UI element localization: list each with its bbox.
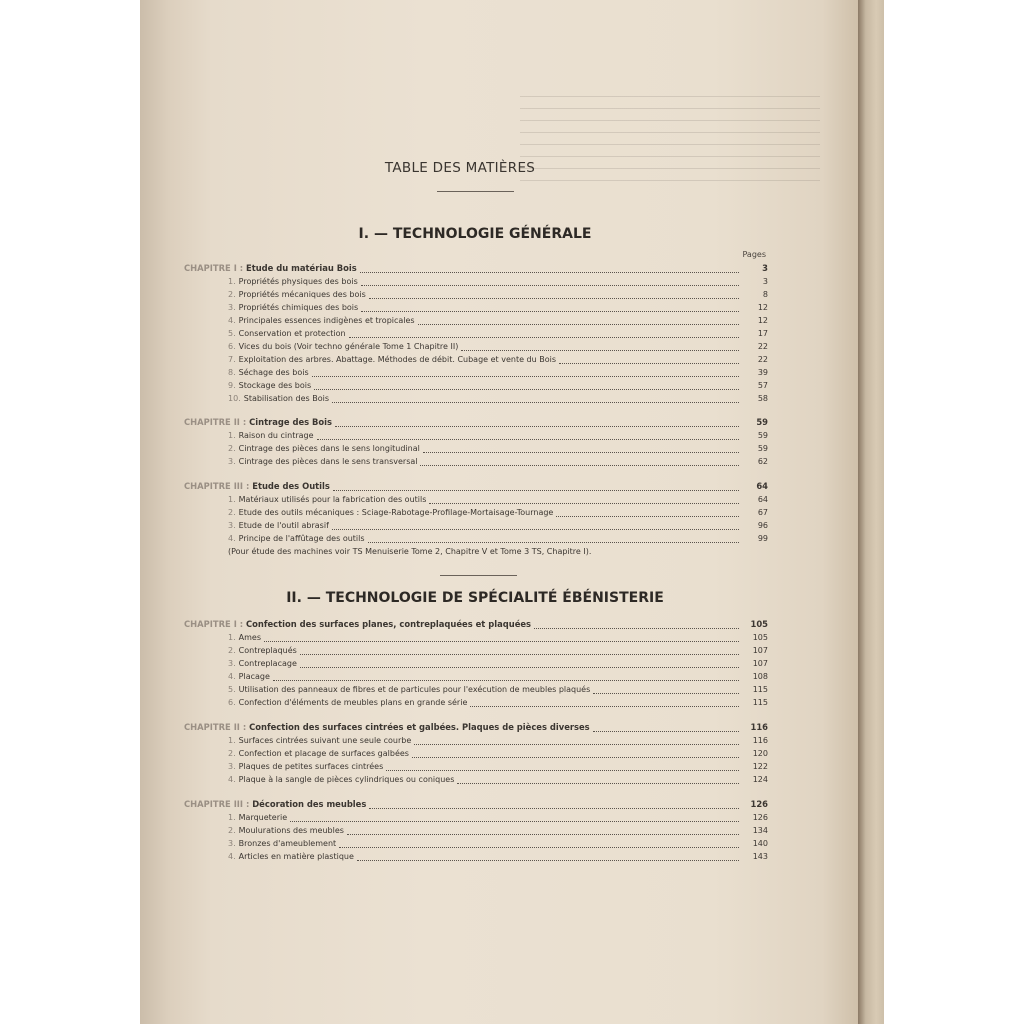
entry-number: 2. [228,646,236,655]
toc-entry [228,734,768,747]
page-number: 96 [757,521,768,530]
entry-number: 1. [228,495,236,504]
entry-label: Principe de l'affûtage des outils [238,534,365,543]
page-number: 115 [752,698,768,707]
entry-label: Conservation et protection [238,329,346,338]
chapter-block [184,480,768,558]
entry-number: 3. [228,659,236,668]
page-number: 39 [757,368,768,377]
page-number: 67 [757,508,768,517]
entry-label: Propriétés chimiques des bois [238,303,359,312]
page-number: 124 [752,775,768,784]
leader-dots [332,521,739,530]
page-number: 17 [757,329,768,338]
chapter-heading [184,721,768,734]
page-number: 108 [752,672,768,681]
entry-label: Séchage des bois [238,368,309,377]
toc-entry [228,824,768,837]
page-number: 99 [757,534,768,543]
leader-dots [332,394,739,403]
page-number: 140 [752,839,768,848]
entry-number: 2. [228,749,236,758]
chapter-prefix: CHAPITRE I : [184,619,244,629]
part-2-title: II. — TECHNOLOGIE DE SPÉCIALITÉ ÉBÉNISTERIE [286,590,664,606]
toc-entry [228,379,768,392]
entry-number: 4. [228,852,236,861]
entry-number: 1. [228,633,236,642]
chapter-title: Confection des surfaces planes, contreplaquées et plaquées [246,619,532,629]
leader-dots [361,277,739,286]
entry-number: 3. [228,521,236,530]
toc-entry [228,301,768,314]
entry-number: 5. [228,329,236,338]
leader-dots [470,698,739,707]
entry-label: Stabilisation des Bois [243,394,330,403]
toc-entry [228,288,768,301]
leader-dots [317,431,739,440]
toc-entry [228,314,768,327]
entry-label: Plaques de petites surfaces cintrées [238,762,384,771]
toc-entry [228,532,768,545]
entry-label: Etude des outils mécaniques : Sciage-Rabotage-Profilage-Mortaisage-Tournage [238,508,554,517]
toc-entry [228,696,768,709]
entry-number: 8. [228,368,236,377]
page-number: 3 [762,277,768,286]
toc-entry [228,519,768,532]
page-number: 105 [752,633,768,642]
entry-number: 3. [228,839,236,848]
entry-number: 2. [228,826,236,835]
chapter-title: Confection des surfaces cintrées et galbées. Plaques de pièces diverses [249,722,590,732]
chapter-block [184,416,768,468]
toc-entry [228,670,768,683]
entry-number: 2. [228,290,236,299]
entry-label: Plaque à la sangle de pièces cylindriques ou coniques [238,775,455,784]
leader-dots [314,381,739,390]
entry-number: 4. [228,316,236,325]
entry-number: 4. [228,775,236,784]
page-number: 3 [762,263,768,273]
entry-label: Articles en matière plastique [238,852,354,861]
entry-label: Utilisation des panneaux de fibres et de particules pour l'exécution de meubles plaqués [238,685,591,694]
part-divider [440,575,517,576]
leader-dots [357,852,739,861]
toc-entry [228,366,768,379]
entry-label: Cintrage des pièces dans le sens longitudinal [238,444,420,453]
page-edge-shadow [858,0,884,1024]
leader-dots [264,633,739,642]
entry-label: Marqueterie [238,813,288,822]
entry-number: 6. [228,342,236,351]
page-number: 126 [750,799,768,809]
entry-number: 5. [228,685,236,694]
chapter-block [184,721,768,786]
toc-entry [228,353,768,366]
entry-label: Matériaux utilisés pour la fabrication des outils [238,495,427,504]
leader-dots [300,659,739,668]
page-number: 120 [752,749,768,758]
entry-number: 7. [228,355,236,364]
page-number: 115 [752,685,768,694]
chapter-heading [184,618,768,631]
page-number: 62 [757,457,768,466]
entry-number: 2. [228,444,236,453]
entry-number: 1. [228,736,236,745]
entry-number: 3. [228,762,236,771]
leader-dots [300,646,739,655]
leader-dots [361,303,739,312]
page-number: 107 [752,646,768,655]
entry-number: 1. [228,277,236,286]
chapter-title: Etude du matériau Bois [246,263,357,273]
leader-dots [273,672,739,681]
page-number: 143 [752,852,768,861]
page-number: 12 [757,316,768,325]
page-number: 22 [757,355,768,364]
entry-number: 3. [228,457,236,466]
leader-dots [335,418,739,427]
page-number: 116 [752,736,768,745]
leader-dots [556,508,739,517]
page-number: 122 [752,762,768,771]
entry-label: Confection d'éléments de meubles plans en grande série [238,698,468,707]
entry-label: Raison du cintrage [238,431,314,440]
toc-entry [228,455,768,468]
leader-dots [593,685,739,694]
chapter-prefix: CHAPITRE III : [184,481,250,491]
toc-entry [228,275,768,288]
chapter-block [184,618,768,709]
toc-entry [228,340,768,353]
chapter-title: Décoration des meubles [252,799,367,809]
leader-dots [461,342,739,351]
toc-entry [228,850,768,863]
leader-dots [369,290,739,299]
page-number: 59 [757,444,768,453]
page-number: 107 [752,659,768,668]
entry-number: 3. [228,303,236,312]
entry-label: Ames [238,633,261,642]
leader-dots [534,620,739,629]
entry-label: Stockage des bois [238,381,312,390]
chapter-prefix: CHAPITRE III : [184,799,250,809]
leader-dots [420,457,739,466]
entry-number: 4. [228,534,236,543]
toc-entry [228,760,768,773]
leader-dots [414,736,739,745]
page-number: 126 [752,813,768,822]
page-number: 105 [750,619,768,629]
page-number: 22 [757,342,768,351]
entry-label: Propriétés mécaniques des bois [238,290,366,299]
leader-dots [360,264,739,273]
leader-dots [333,482,739,491]
pages-column-label: Pages [742,250,766,259]
toc-entry [228,327,768,340]
toc-entry [228,506,768,519]
title-divider [437,191,514,192]
page-number: 57 [757,381,768,390]
page-number: 58 [757,394,768,403]
leader-dots [349,329,739,338]
entry-label: Confection et placage de surfaces galbées [238,749,409,758]
page-number: 59 [757,431,768,440]
chapter-title: Cintrage des Bois [249,417,333,427]
toc-entry [228,747,768,760]
toc-entry [228,657,768,670]
chapter-heading [184,798,768,811]
leader-dots [312,368,739,377]
toc-entry [228,631,768,644]
leader-dots [412,749,739,758]
leader-dots [559,355,739,364]
toc-entry [228,644,768,657]
entry-number: 2. [228,508,236,517]
toc-title: TABLE DES MATIÈRES [384,160,536,176]
entry-number: 4. [228,672,236,681]
toc-entry [228,442,768,455]
chapter-heading [184,416,768,429]
toc-entry [228,392,768,405]
chapter-prefix: CHAPITRE II : [184,417,247,427]
entry-label: Surfaces cintrées suivant une seule courbe [238,736,412,745]
entry-label: Principales essences indigènes et tropicales [238,316,415,325]
entry-label: Contreplaqués [238,646,297,655]
chapter-prefix: CHAPITRE I : [184,263,244,273]
entry-label: Cintrage des pièces dans le sens transversal [238,457,418,466]
page-number: 8 [762,290,768,299]
leader-dots [290,813,739,822]
leader-dots [593,723,739,732]
entry-label: Exploitation des arbres. Abattage. Méthodes de débit. Cubage et vente du Bois [238,355,557,364]
toc-entry [228,493,768,506]
toc-entry [228,773,768,786]
entry-number: 1. [228,431,236,440]
entry-number: 1. [228,813,236,822]
leader-dots [347,826,739,835]
entry-label: Placage [238,672,270,681]
chapter-heading [184,480,768,493]
chapter-heading [184,262,768,275]
entry-label: Vices du bois (Voir techno générale Tome 1 Chapitre II) [238,342,459,351]
entry-label: Moulurations des meubles [238,826,344,835]
page-number: 64 [756,481,768,491]
leader-dots [386,762,739,771]
chapter-note: (Pour étude des machines voir TS Menuiserie Tome 2, Chapitre V et Tome 3 TS, Chapitre I). [228,547,592,556]
leader-dots [423,444,739,453]
entry-number: 6. [228,698,236,707]
leader-dots [339,839,739,848]
page-number: 64 [757,495,768,504]
page-number: 134 [752,826,768,835]
entry-label: Bronzes d'ameublement [238,839,337,848]
toc-entry [228,811,768,824]
toc-entry [228,429,768,442]
page-number: 116 [750,722,768,732]
leader-dots [369,800,739,809]
chapter-title: Etude des Outils [252,481,330,491]
chapter-prefix: CHAPITRE II : [184,722,247,732]
entry-label: Contreplacage [238,659,297,668]
entry-number: 9. [228,381,236,390]
entry-number: 10. [228,394,241,403]
leader-dots [429,495,739,504]
toc-entry [228,837,768,850]
entry-label: Etude de l'outil abrasif [238,521,329,530]
toc-entry [228,683,768,696]
page-number: 59 [756,417,768,427]
chapter-block [184,798,768,863]
chapter-block [184,262,768,405]
leader-dots [418,316,739,325]
entry-label: Propriétés physiques des bois [238,277,358,286]
part-1-title: I. — TECHNOLOGIE GÉNÉRALE [358,226,592,242]
page-number: 12 [757,303,768,312]
leader-dots [457,775,739,784]
leader-dots [368,534,739,543]
